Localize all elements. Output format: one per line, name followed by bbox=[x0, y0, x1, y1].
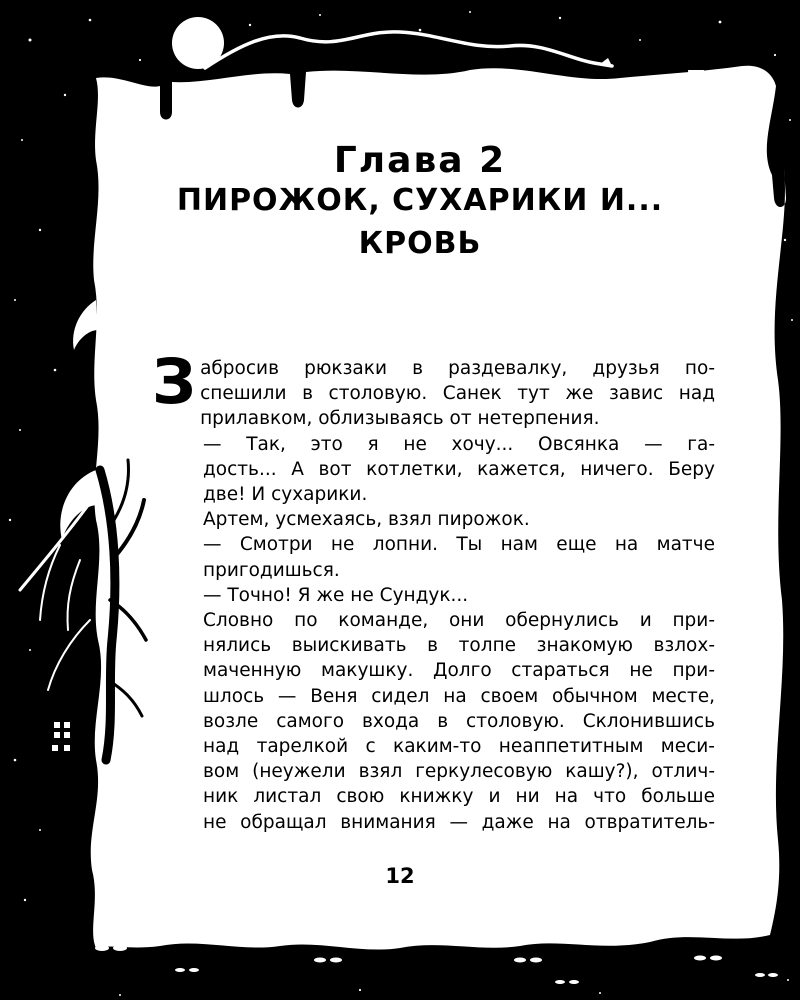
text-line: маченную макушку. Долго стараться не при- bbox=[203, 660, 715, 682]
paragraph bbox=[152, 507, 715, 532]
paragraph bbox=[152, 345, 715, 432]
chapter-title-line-2: КРОВЬ bbox=[358, 226, 482, 261]
text-line: вом (неужели взял геркулесовую кашу?), отлич- bbox=[203, 761, 715, 783]
paragraph bbox=[152, 583, 715, 608]
chapter-body bbox=[152, 345, 715, 835]
drop-cap: З bbox=[152, 345, 197, 418]
text-line: прилавком, облизываясь от нетерпения. bbox=[200, 408, 600, 430]
text-line: — Смотри не лопни. Ты нам еще на матче bbox=[203, 534, 715, 556]
white-branches bbox=[20, 500, 92, 690]
text-line: абросив рюкзаки в раздевалку, друзья по- bbox=[200, 358, 715, 379]
top-squiggle bbox=[205, 32, 612, 68]
text-line: две! И сухарики. bbox=[203, 484, 368, 506]
text-line: пригодишься. bbox=[203, 559, 340, 581]
text-line: — Так, это я не хочу... Овсянка — га- bbox=[203, 433, 715, 455]
eyes-in-dark bbox=[95, 945, 778, 984]
text-line: дость... А вот котлетки, кажется, ничего. Беру bbox=[203, 458, 715, 480]
text-line: ник листал свою книжку и ни на что больше bbox=[203, 786, 715, 808]
paragraph bbox=[152, 608, 715, 835]
chapter-title-line-1: ПИРОЖОК, СУХАРИКИ И... bbox=[176, 183, 664, 218]
paragraph bbox=[152, 532, 715, 582]
text-line: шлось — Веня сидел на своем обычном месте, bbox=[203, 685, 715, 707]
text-line: возле самого входа в столовую. Склонившись bbox=[203, 710, 715, 732]
house-windows bbox=[52, 722, 70, 751]
text-line: над тарелкой с каким-то неаппетитным меси- bbox=[203, 736, 715, 758]
text-line: не обращал внимания — даже на отвратитель- bbox=[203, 811, 715, 833]
text-line: — Точно! Я же не Сундук... bbox=[203, 584, 469, 606]
text-line: Словно по команде, они обернулись и при- bbox=[203, 610, 715, 632]
chapter-label: Глава 2 bbox=[333, 140, 507, 181]
page-number: 12 bbox=[385, 864, 415, 888]
text-line: Артем, усмехаясь, взял пирожок. bbox=[203, 509, 530, 531]
text-line: спешили в столовую. Санек тут же завис над bbox=[200, 383, 715, 405]
paragraph bbox=[152, 432, 715, 508]
text-line: нялись выискивать в толпе знакомую взлох- bbox=[203, 635, 715, 657]
